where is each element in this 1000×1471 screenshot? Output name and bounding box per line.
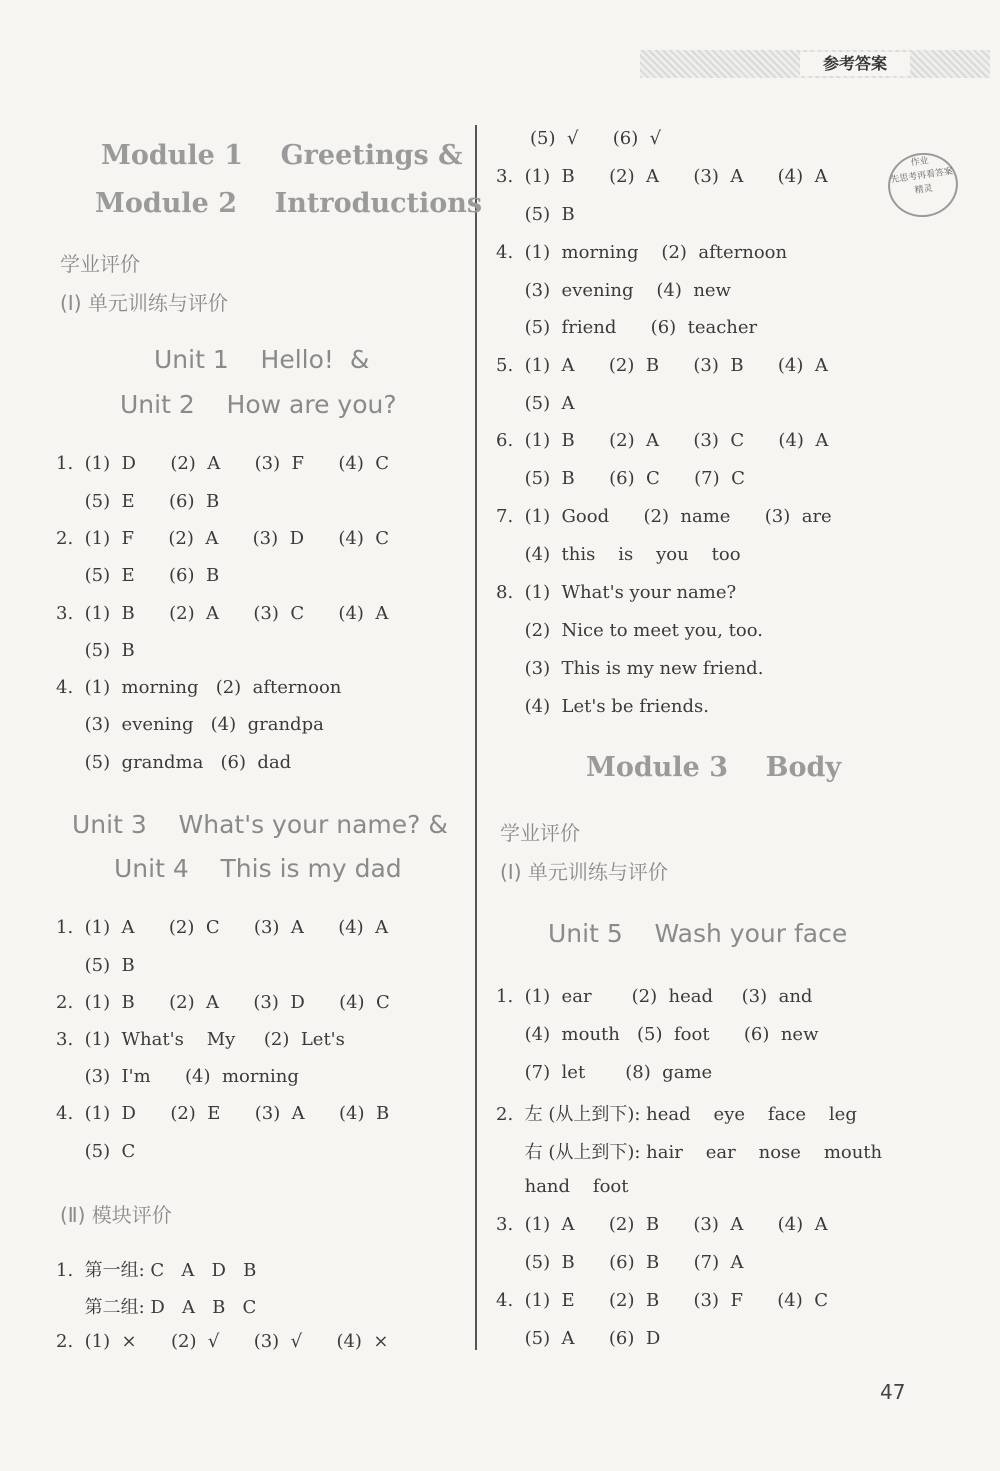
answer-line: 8. (1) What's your name? bbox=[496, 582, 737, 603]
answer-line: (4) Let's be friends. bbox=[496, 696, 709, 717]
answer-line: 7. (1) Good (2) name (3) are bbox=[496, 506, 832, 527]
answer-line: 3. (1) B (2) A (3) A (4) A bbox=[496, 166, 828, 187]
answer-line: 4. (1) morning (2) afternoon bbox=[496, 242, 788, 263]
section-heading: 学业评价 bbox=[60, 252, 140, 276]
answer-line: (5) E (6) B bbox=[56, 491, 220, 512]
stamp-line: 精灵 bbox=[914, 183, 934, 197]
answer-line: 右 (从上到下): hair ear nose mouth bbox=[496, 1142, 883, 1163]
answer-line: (4) mouth (5) foot (6) new bbox=[496, 1024, 819, 1045]
unit-title: Unit 5 Wash your face bbox=[548, 919, 848, 948]
answer-line: 5. (1) A (2) B (3) B (4) A bbox=[496, 355, 828, 376]
answer-line: (5) A bbox=[496, 393, 575, 414]
answer-line: (5) A (6) D bbox=[496, 1328, 661, 1349]
answer-line: (4) this is you too bbox=[496, 544, 741, 565]
answer-line: 1. (1) A (2) C (3) A (4) A bbox=[56, 917, 389, 938]
answer-line: 6. (1) B (2) A (3) C (4) A bbox=[496, 430, 829, 451]
answer-line: 4. (1) D (2) E (3) A (4) B bbox=[56, 1103, 390, 1124]
unit-title: Unit 2 How are you? bbox=[120, 390, 397, 419]
answer-line: (5) E (6) B bbox=[56, 565, 220, 586]
answer-line: (5) C bbox=[56, 1141, 136, 1162]
answer-line: 3. (1) A (2) B (3) A (4) A bbox=[496, 1214, 828, 1235]
section-heading: 学业评价 bbox=[500, 821, 580, 845]
answer-line: 1. (1) ear (2) head (3) and bbox=[496, 986, 813, 1007]
answer-line: (5) friend (6) teacher bbox=[496, 317, 758, 338]
module-title: Module 2 Introductions bbox=[95, 188, 483, 219]
stamp-line: 先思考再看答案 bbox=[889, 166, 954, 186]
answer-line: 1. 第一组: C A D B bbox=[56, 1260, 257, 1281]
subsection-heading: (Ⅰ) 单元训练与评价 bbox=[500, 860, 668, 884]
answer-line: (5) B (6) C (7) C bbox=[496, 468, 745, 489]
answer-line: (3) I'm (4) morning bbox=[56, 1066, 299, 1087]
unit-title: Unit 1 Hello! & bbox=[154, 345, 370, 374]
answer-line: (5) grandma (6) dad bbox=[56, 752, 292, 773]
subsection-heading: (Ⅱ) 模块评价 bbox=[60, 1203, 172, 1227]
answer-line: 2. 左 (从上到下): head eye face leg bbox=[496, 1104, 857, 1125]
header-label: 参考答案 bbox=[800, 52, 910, 76]
module-title: Module 1 Greetings & bbox=[101, 140, 463, 171]
column-divider bbox=[475, 125, 477, 1350]
answer-line: 2. (1) B (2) A (3) D (4) C bbox=[56, 992, 390, 1013]
answer-line: (5) B (6) B (7) A bbox=[496, 1252, 744, 1273]
answer-line: (5) B bbox=[496, 204, 575, 225]
answer-line: hand foot bbox=[496, 1176, 629, 1197]
answer-line: (5) √ (6) √ bbox=[530, 128, 662, 149]
answer-line: 1. (1) D (2) A (3) F (4) C bbox=[56, 453, 390, 474]
unit-title: Unit 3 What's your name? & bbox=[72, 810, 448, 839]
answer-line: (2) Nice to meet you, too. bbox=[496, 620, 763, 641]
answer-line: (5) B bbox=[56, 955, 135, 976]
answer-line: 3. (1) What's My (2) Let's bbox=[56, 1029, 345, 1050]
stamp-line: 作业 bbox=[910, 156, 930, 169]
subsection-heading: (Ⅰ) 单元训练与评价 bbox=[60, 291, 228, 315]
answer-line: 4. (1) E (2) B (3) F (4) C bbox=[496, 1290, 828, 1311]
answer-line: 2. (1) F (2) A (3) D (4) C bbox=[56, 528, 390, 549]
answer-line: (3) evening (4) grandpa bbox=[56, 714, 324, 735]
answer-line: 2. (1) × (2) √ (3) √ (4) × bbox=[56, 1331, 389, 1352]
watermark-stamp bbox=[884, 148, 962, 221]
answer-line: (5) B bbox=[56, 640, 135, 661]
page-number: 47 bbox=[880, 1380, 906, 1404]
answer-line: 3. (1) B (2) A (3) C (4) A bbox=[56, 603, 389, 624]
module-title: Module 3 Body bbox=[586, 752, 842, 783]
answer-line: (7) let (8) game bbox=[496, 1062, 713, 1083]
answer-line: (3) This is my new friend. bbox=[496, 658, 764, 679]
answer-line: 第二组: D A B C bbox=[56, 1297, 257, 1318]
answer-line: (3) evening (4) new bbox=[496, 280, 731, 301]
unit-title: Unit 4 This is my dad bbox=[114, 854, 402, 883]
answer-line: 4. (1) morning (2) afternoon bbox=[56, 677, 342, 698]
